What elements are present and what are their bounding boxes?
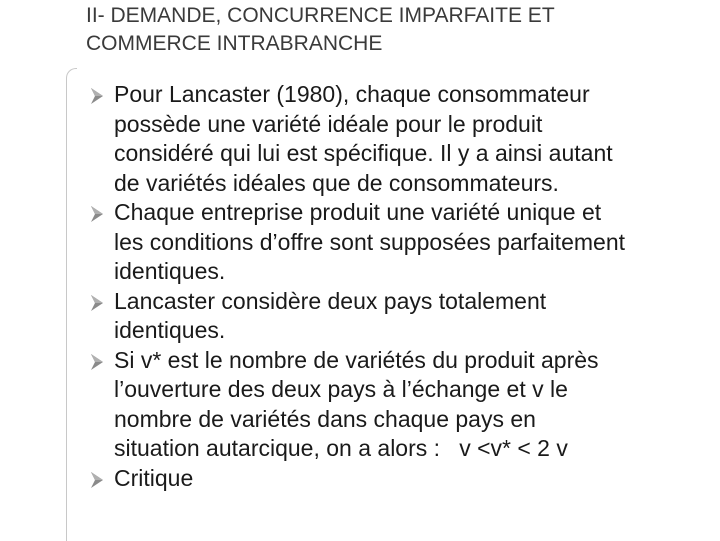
bullet-line: les conditions d’offre sont supposées parfaitement [114,228,625,255]
chevron-right-arrow-icon [88,353,106,371]
chevron-right-arrow-icon [88,87,106,105]
bullet-line: Pour Lancaster (1980), chaque consommateur [114,81,590,107]
title-line-2: COMMERCE INTRABRANCHE [86,32,383,55]
bullet-line: de variétés idéales que de consommateurs. [114,169,559,196]
content-frame-line [66,68,77,541]
chevron-right-arrow-icon [88,205,106,223]
title-line-1: II- DEMANDE, CONCURRENCE IMPARFAITE ET [86,4,555,27]
bullet-item-5 [86,464,716,494]
bullet-line: identiques. [114,258,226,284]
bullet-line: l’ouverture des deux pays à l’échange et v le [114,376,568,402]
bullet-item-4 [86,346,716,464]
bullet-line: Lancaster considère deux pays totalement [114,287,547,314]
bullet-list [86,80,716,493]
chevron-right-arrow-icon [88,294,106,312]
bullet-line: possède une variété idéale pour le produit [114,110,543,137]
bullet-line: identiques. [114,317,226,343]
bullet-line-formula: situation autarcique, on a alors : v <v* < 2 v [114,435,568,461]
slide-title [86,2,706,58]
bullet-line: Chaque entreprise produit une variété unique et [114,199,602,225]
bullet-item-3 [86,287,716,346]
bullet-line: Si v* est le nombre de variétés du produit après [114,346,599,373]
bullet-line: nombre de variétés dans chaque pays en [114,405,536,432]
bullet-item-2 [86,198,716,287]
chevron-right-arrow-icon [88,471,106,489]
bullet-item-1 [86,80,716,198]
bullet-line: Critique [114,464,194,491]
bullet-line: considéré qui lui est spécifique. Il y a ainsi autant [114,140,613,166]
